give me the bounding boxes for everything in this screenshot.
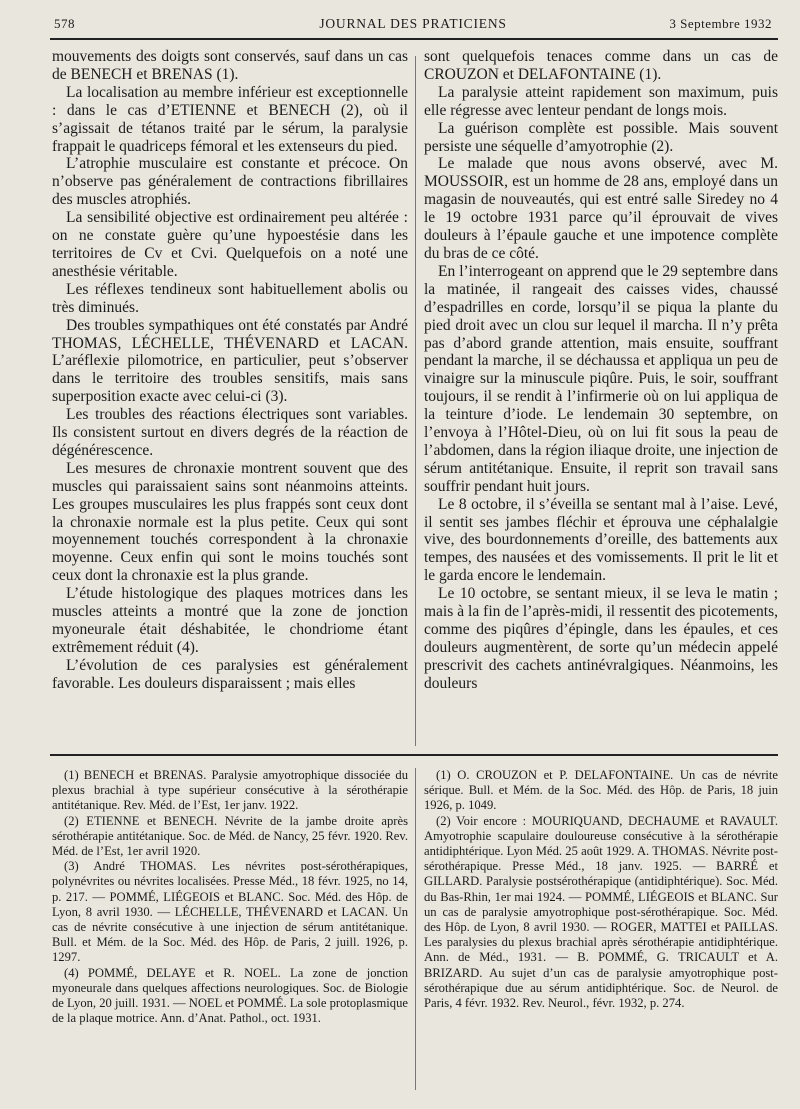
paragraph: L’atrophie musculaire est constante et précoce. On n’observe pas généralement de contractions fibrillaires des muscles atrophiés. — [52, 155, 408, 209]
header-rule — [50, 38, 778, 40]
paragraph: Le 8 octobre, il s’éveilla se sentant mal à l’aise. Levé, il sentit ses jambes fléchir et éprouva une céphalalgie vive, des bourdonnements d’oreille, des battements aux tempes, des nausées et des vomissements. Il prit le lit et le garda encore le lendemain. — [424, 495, 778, 585]
footnotes-left — [52, 768, 408, 1098]
footnote: (2) ETIENNE et BENECH. Névrite de la jambe droite après sérothérapie antitétanique. Soc. de Méd. de Nancy, 25 févr. 1920. Rev. Méd. de l’Est, 1er avril 1920. — [52, 813, 408, 859]
column-divider — [415, 56, 416, 746]
paragraph: mouvements des doigts sont conservés, sauf dans un cas de BENECH et BRENAS (1). — [52, 48, 408, 83]
issue-date: 3 Septembre 1932 — [669, 16, 772, 31]
paragraph: La paralysie atteint rapidement son maximum, puis elle régresse avec lenteur pendant de longs mois. — [424, 83, 778, 119]
footnote: (3) André THOMAS. Les névrites post-sérothérapiques, polynévrites ou névrites localisées. Presse Méd., 18 févr. 1925, no 14, p. 217. — POMMÉ, LIÉGEOIS et BLANC. Soc. Méd. des Hôp. de Lyon, 8 avril 1930. — LÉCHELLE, THÉVENARD et LACAN. Un cas de névrite consécutive à une injection de sérum antitétanique. Bull. et Mém. de la Soc. Méd. des Hôp. de Paris, 2 juill. 1926, p. 1297. — [52, 859, 408, 965]
paragraph: Le 10 octobre, se sentant mieux, il se leva le matin ; mais à la fin de l’après-midi, il ressentit des picotements, comme des piqûres d’épingle, dans les épaules, et ces douleurs augmentèrent, de sorte qu’un médecin appelé prescrivit des cachets antinévralgiques. Néanmoins, les douleurs — [424, 585, 778, 692]
paragraph: Les réflexes tendineux sont habituellement abolis ou très diminués. — [52, 280, 408, 316]
body-column-left — [52, 48, 408, 750]
paragraph: Les troubles des réactions électriques sont variables. Ils consistent surtout en divers degrés de la réaction de dégénérescence. — [52, 406, 408, 459]
journal-title: JOURNAL DES PRATICIENS — [319, 16, 507, 31]
paragraph: La localisation au membre inférieur est exceptionnelle : dans le cas d’ETIENNE et BENECH (2), où il s’agissait de tétanos traité par le sérum, la paralysie frappait le quadriceps fémoral et les extenseurs du pied. — [52, 83, 408, 155]
page-number: 578 — [54, 16, 75, 31]
footnote: (4) POMMÉ, DELAYE et R. NOEL. La zone de jonction myoneurale dans quelques affections neurologiques. Soc. de Biologie de Lyon, 20 juill. 1931. — NOEL et POMMÉ. La sole protoplasmique de la plaque motrice. Ann. d’Anat. Pathol., oct. 1931. — [52, 965, 408, 1026]
footnote: (1) O. CROUZON et P. DELAFONTAINE. Un cas de névrite sérique. Bull. et Mém. de la Soc. Méd. des Hôp. de Paris, 18 juin 1926, p. 1049. — [424, 768, 778, 813]
paragraph: L’étude histologique des plaques motrices dans les muscles atteints a montré que la zone de jonction myoneurale était déshabitée, le chondriome étant extrêmement réduit (4). — [52, 585, 408, 656]
paragraph: La guérison complète est possible. Mais souvent persiste une séquelle d’amyotrophie (2). — [424, 119, 778, 155]
body-column-right — [424, 48, 778, 750]
paragraph: En l’interrogeant on apprend que le 29 septembre dans la matinée, il rangeait des caisses vides, chaussé d’espadrilles en corde, lorsqu’il se piqua la plante du pied droit avec un clou sur lequel il marcha. Il n’y prêta pas d’abord grande attention, mais ensuite, souffrant pendant la marche, il se déchaussa et appliqua un peu de vinaigre sur la minuscule piqûre. Puis, le soir, souffrant toujours, il se rendit à l’infirmerie où on lui appliqua de la teinture d’iode. Le lendemain 30 septembre, on l’envoya à l’Hôtel-Dieu, où on lui fit sous la peau de l’abdomen, dans la région iliaque droite, une injection de sérum antitétanique. Ensuite, il reprit son travail sans souffrir pendant huit jours. — [424, 262, 778, 495]
footnote-divider — [415, 768, 416, 1090]
footnote: (1) BENECH et BRENAS. Paralysie amyotrophique dissociée du plexus brachial à type supérieur consécutive à la sérothérapie antitétanique. Rev. Méd. de l’Est, 1er janv. 1922. — [52, 768, 408, 813]
paragraph: L’évolution de ces paralysies est généralement favorable. Les douleurs disparaissent ; mais elles — [52, 656, 408, 692]
paragraph: Des troubles sympathiques ont été constatés par André THOMAS, LÉCHELLE, THÉVENARD et LACAN. L’aréflexie pilomotrice, en particulier, peut s’observer dans le territoire des troubles sensitifs, mais sans superposition exacte avec celui-ci (3). — [52, 316, 408, 406]
paragraph: Le malade que nous avons observé, avec M. MOUSSOIR, est un homme de 28 ans, employé dans un magasin de nouveautés, qui est entré salle Siredey no 4 le 19 octobre 1931 parce qu’il éprouvait de vives douleurs à l’épaule gauche et une impotence complète du bras de ce côté. — [424, 155, 778, 262]
paragraph: sont quelquefois tenaces comme dans un cas de CROUZON et DELAFONTAINE (1). — [424, 48, 778, 83]
paragraph: Les mesures de chronaxie montrent souvent que des muscles qui paraissaient sains sont néanmoins atteints. Les groupes musculaires les plus frappés sont ceux dont la chronaxie normale est la plus petite. Ceux qui sont moyennement touchés correspondent à la chronaxie moyenne. Ceux enfin qui sont le moins touchés sont ceux dont la chronaxie est la plus grande. — [52, 459, 408, 585]
footnotes-right — [424, 768, 778, 1098]
footnote: (2) Voir encore : MOURIQUAND, DECHAUME et RAVAULT. Amyotrophie scapulaire douloureuse consécutive à la sérothérapie antidiphtérique. Lyon Méd. 25 août 1929. A. THOMAS. Névrite post-sérothérapique. Presse Méd., 18 janv. 1925. — BARRÉ et GILLARD. Paralysie postsérothérapique (antidiphtérique). Soc. Méd. du Bas-Rhin, 1er mai 1924. — POMMÉ, LIÉGEOIS et BLANC. Sur un cas de paralysie amyotrophique post-sérothérapique. Soc. Méd. des Hôp. de Lyon, 8 avril 1930. — ROGER, MATTEI et PAILLAS. Les paralysies du plexus brachial après sérothérapie antidiphtérique. Ann. de Méd., 1931. — B. POMMÉ, G. TRICAULT et A. BRIZARD. Au sujet d’un cas de paralysie amyotrophique post-sérothérapique due au sérum antidiphtérique. Soc. de Neurol. de Paris, 4 févr. 1932. Rev. Neurol., févr. 1932, p. 274. — [424, 813, 778, 1011]
paragraph: La sensibilité objective est ordinairement peu altérée : on ne constate guère qu’une hypoestésie dans les territoires de Cv et Cvi. Quelquefois on a noté une anesthésie véritable. — [52, 209, 408, 280]
page-header — [54, 16, 772, 38]
footnote-rule — [50, 754, 778, 756]
